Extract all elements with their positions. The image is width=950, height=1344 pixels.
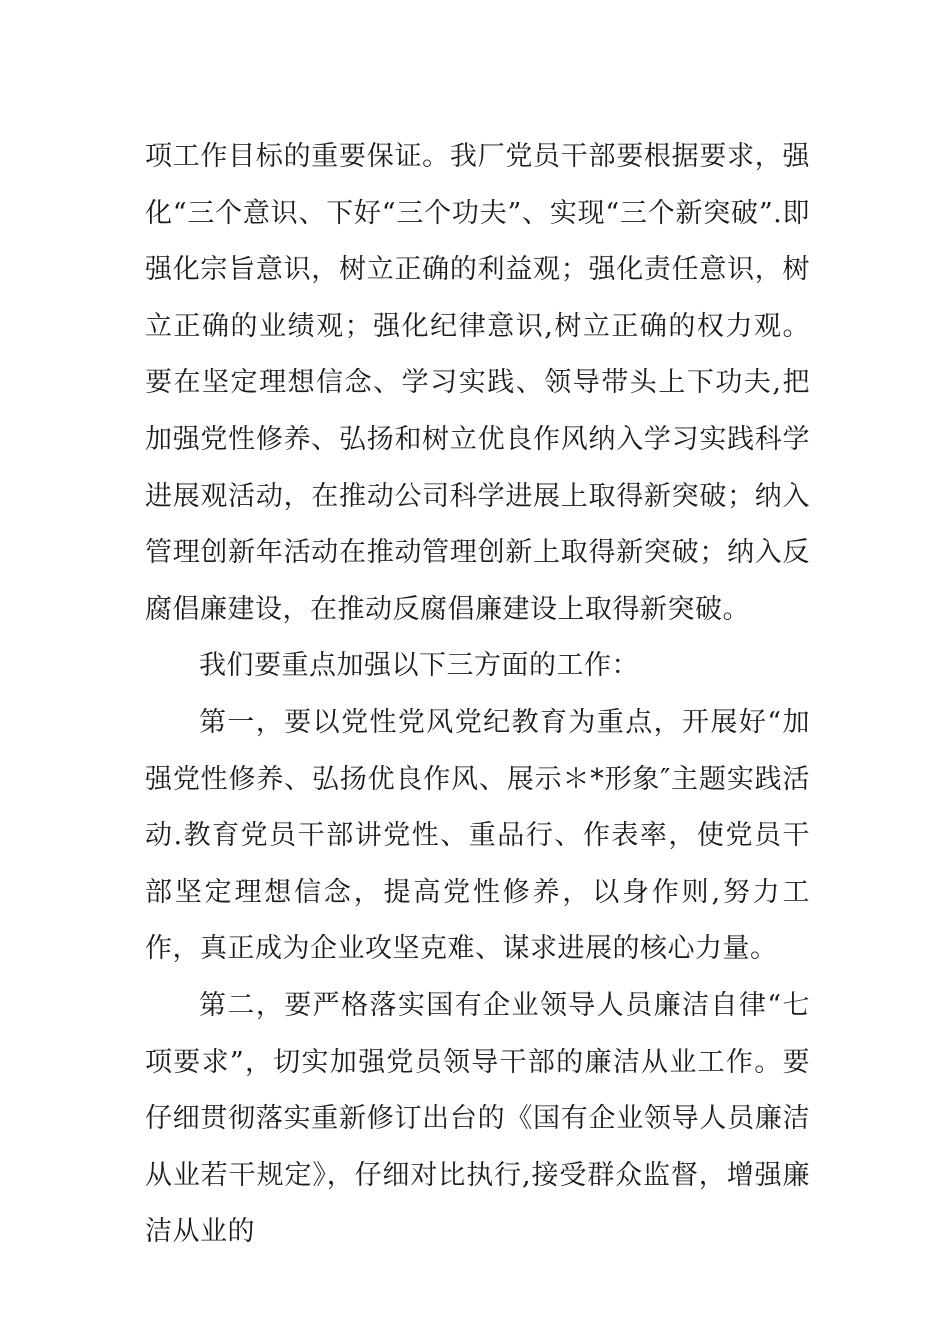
paragraph-intro: 我们要重点加强以下三方面的工作： xyxy=(199,650,639,682)
paragraph-continuation: 项工作目标的重要保证。我厂党员干部要根据要求，强化“三个意识、下好“三个功夫”、实现“三个新突破”.即强化宗旨意识，树立正确的利益观；强化责任意识，树立正确的业绩观；强化纪律意识,树立正确的权力观。要在坚定理想信念、学习实践、领导带头上下功夫,把加强党性修养、弘扬和树立优良作风纳入学习实践科学进展观活动，在推动公司科学进展上取得新突破；纳入管理创新年活动在推动管理创新上取得新突破；纳入反腐倡廉建设，在推动反腐倡廉建设上取得新突破。 xyxy=(145,141,810,625)
paragraph-second-point: 第二，要严格落实国有企业领导人员廉洁自律“七项要求”，切实加强党员领导干部的廉洁从业工作。要仔细贯彻落实重新修订出台的《国有企业领导人员廉洁从业若干规定》，仔细对比执行,接受群众监督，增强廉洁从业的 xyxy=(145,989,810,1248)
paragraph-first-point: 第一，要以党性党风党纪教育为重点，开展好“加强党性修养、弘扬优良作风、展示＊*形象″主题实践活动.教育党员干部讲党性、重品行、作表率，使党员干部坚定理想信念，提高党性修养，以身作则,努力工作，真正成为企业攻坚克难、谋求进展的核心力量。 xyxy=(145,706,810,965)
document-body xyxy=(145,129,810,1261)
